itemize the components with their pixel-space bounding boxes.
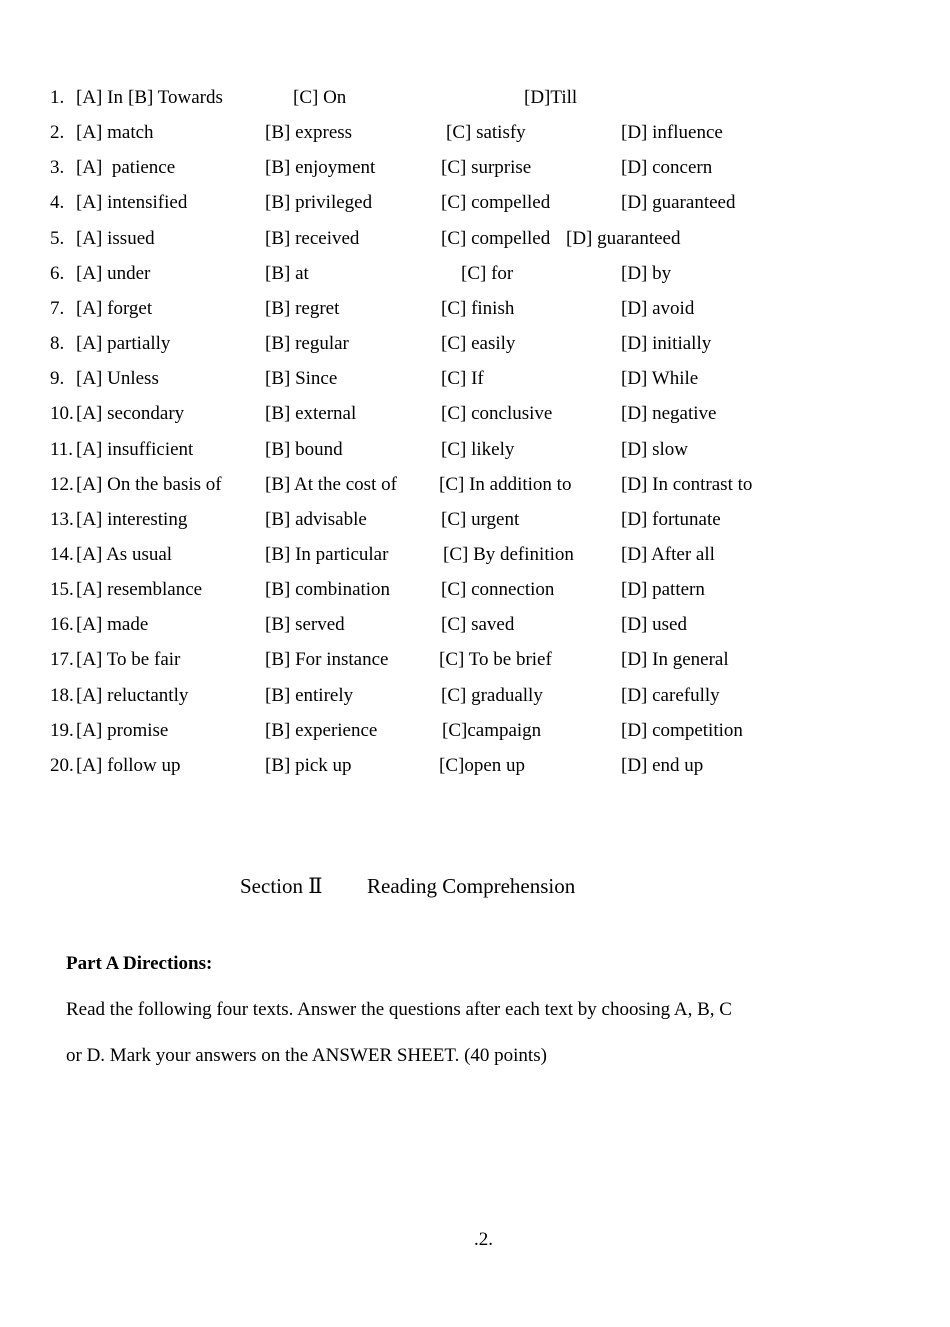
option-b: [B] privileged bbox=[265, 192, 373, 214]
option-c: [C] satisfy bbox=[446, 122, 526, 144]
question-number: 3. bbox=[50, 157, 65, 179]
option-b: [B] regret bbox=[265, 297, 340, 319]
question-number: 17. bbox=[50, 649, 74, 671]
option-b: [B] In particular bbox=[265, 543, 389, 565]
option-d: [D] pattern bbox=[621, 579, 705, 601]
question-number: 12. bbox=[50, 473, 74, 495]
option-c: [C] gradually bbox=[441, 684, 543, 706]
question-number: 10. bbox=[50, 403, 74, 425]
option-d: [D] influence bbox=[621, 122, 723, 144]
option-d: [D] concern bbox=[621, 157, 713, 179]
option-a: [A] under bbox=[76, 262, 151, 284]
option-c: [C] urgent bbox=[441, 508, 520, 530]
option-b: [B] bound bbox=[265, 438, 343, 460]
question-number: 11. bbox=[50, 438, 74, 460]
section-title: Reading Comprehension bbox=[367, 874, 576, 898]
option-c: [C] connection bbox=[441, 579, 555, 601]
option-b: [B] At the cost of bbox=[265, 473, 397, 495]
option-b: [B] express bbox=[265, 122, 353, 144]
option-b: [B] regular bbox=[265, 333, 349, 355]
option-a: [A] partially bbox=[76, 333, 171, 355]
option-a: [A] promise bbox=[76, 719, 169, 741]
option-d: [D] negative bbox=[621, 403, 717, 425]
option-a: [A] forget bbox=[76, 297, 153, 319]
option-b: [B] external bbox=[265, 403, 357, 425]
question-number: 4. bbox=[50, 192, 65, 214]
question-number: 2. bbox=[50, 122, 65, 144]
question-number: 19. bbox=[50, 719, 74, 741]
option-d: [D] fortunate bbox=[621, 508, 721, 530]
option-a: [A] made bbox=[76, 614, 149, 636]
option-a: [A] On the basis of bbox=[76, 473, 222, 495]
option-a: [A] match bbox=[76, 122, 154, 144]
option-b: [B] experience bbox=[265, 719, 378, 741]
option-a: [A] intensified bbox=[76, 192, 188, 214]
question-number: 6. bbox=[50, 262, 65, 284]
option-b: [B] advisable bbox=[265, 508, 367, 530]
option-b: [B] served bbox=[265, 614, 345, 636]
page-number: .2. bbox=[474, 1229, 493, 1250]
option-c: [C] In addition to bbox=[439, 473, 572, 495]
question-number: 13. bbox=[50, 508, 74, 530]
question-number: 9. bbox=[50, 368, 65, 390]
option-a: [A] As usual bbox=[76, 543, 173, 565]
option-c: [C] If bbox=[441, 368, 484, 390]
option-c: [C] finish bbox=[441, 297, 515, 319]
option-b: [B] received bbox=[265, 227, 360, 249]
option-c: [C] On bbox=[293, 87, 347, 108]
option-d: [D] used bbox=[621, 614, 687, 636]
option-a: [A] resemblance bbox=[76, 579, 203, 601]
option-a: [A] patience bbox=[76, 157, 176, 179]
option-c: [C] conclusive bbox=[441, 403, 553, 425]
option-d: [D] slow bbox=[621, 438, 689, 460]
part-a-heading: Part A Directions: bbox=[66, 953, 213, 974]
option-c: [C] compelled bbox=[441, 227, 551, 249]
question-number: 7. bbox=[50, 297, 65, 319]
option-a: [A] issued bbox=[76, 227, 155, 249]
option-c: [C] surprise bbox=[441, 157, 532, 179]
option-c: [C]open up bbox=[439, 754, 526, 776]
question-number: 16. bbox=[50, 614, 74, 636]
option-a: [A] interesting bbox=[76, 508, 188, 530]
option-d: [D] While bbox=[621, 368, 699, 390]
option-d: [D] guaranteed bbox=[621, 192, 736, 214]
question-number: 20. bbox=[50, 754, 74, 776]
option-a: [A] secondary bbox=[76, 403, 185, 425]
question-number: 18. bbox=[50, 684, 74, 706]
option-a: [A] reluctantly bbox=[76, 684, 189, 706]
option-a: [A] insufficient bbox=[76, 438, 194, 460]
option-d: [D] carefully bbox=[621, 684, 720, 706]
option-c: [C] compelled bbox=[441, 192, 551, 214]
option-c: [C] saved bbox=[441, 614, 515, 636]
option-b: [B] For instance bbox=[265, 649, 389, 671]
option-b: [B] pick up bbox=[265, 754, 352, 776]
question-number: 15. bbox=[50, 579, 74, 601]
question-number: 14. bbox=[50, 543, 74, 565]
option-d: [D]Till bbox=[524, 87, 578, 108]
option-a: [A] Unless bbox=[76, 368, 159, 390]
option-c: [C] for bbox=[461, 262, 514, 284]
question-number: 1. bbox=[50, 87, 65, 108]
option-a: [A] In bbox=[76, 87, 123, 108]
option-c: [C]campaign bbox=[442, 719, 542, 741]
option-b: [B] at bbox=[265, 262, 309, 284]
option-b: [B] entirely bbox=[265, 684, 354, 706]
option-b: [B] Towards bbox=[128, 87, 223, 108]
option-b: [B] Since bbox=[265, 368, 338, 390]
option-d: [D] In contrast to bbox=[621, 473, 753, 495]
option-d: [D] by bbox=[621, 262, 672, 284]
option-a: [A] To be fair bbox=[76, 649, 181, 671]
question-number: 8. bbox=[50, 333, 65, 355]
option-c: [C] easily bbox=[441, 333, 516, 355]
option-c: [C] To be brief bbox=[439, 649, 552, 671]
option-c: [C] By definition bbox=[443, 543, 574, 565]
directions-line-1: Read the following four texts. Answer the questions after each text by choosing A, B, C bbox=[66, 999, 732, 1020]
option-b: [B] combination bbox=[265, 579, 391, 601]
option-d: [D] guaranteed bbox=[566, 227, 681, 249]
option-d: [D] avoid bbox=[621, 297, 695, 319]
option-b: [B] enjoyment bbox=[265, 157, 376, 179]
option-d: [D] competition bbox=[621, 719, 743, 741]
directions-line-2: or D. Mark your answers on the ANSWER SHEET. (40 points) bbox=[66, 1045, 547, 1066]
option-d: [D] After all bbox=[621, 543, 715, 565]
option-d: [D] In general bbox=[621, 649, 729, 671]
question-number: 5. bbox=[50, 227, 65, 249]
section-label: Section Ⅱ bbox=[240, 874, 323, 898]
option-d: [D] initially bbox=[621, 333, 712, 355]
option-d: [D] end up bbox=[621, 754, 704, 776]
option-c: [C] likely bbox=[441, 438, 515, 460]
option-a: [A] follow up bbox=[76, 754, 181, 776]
